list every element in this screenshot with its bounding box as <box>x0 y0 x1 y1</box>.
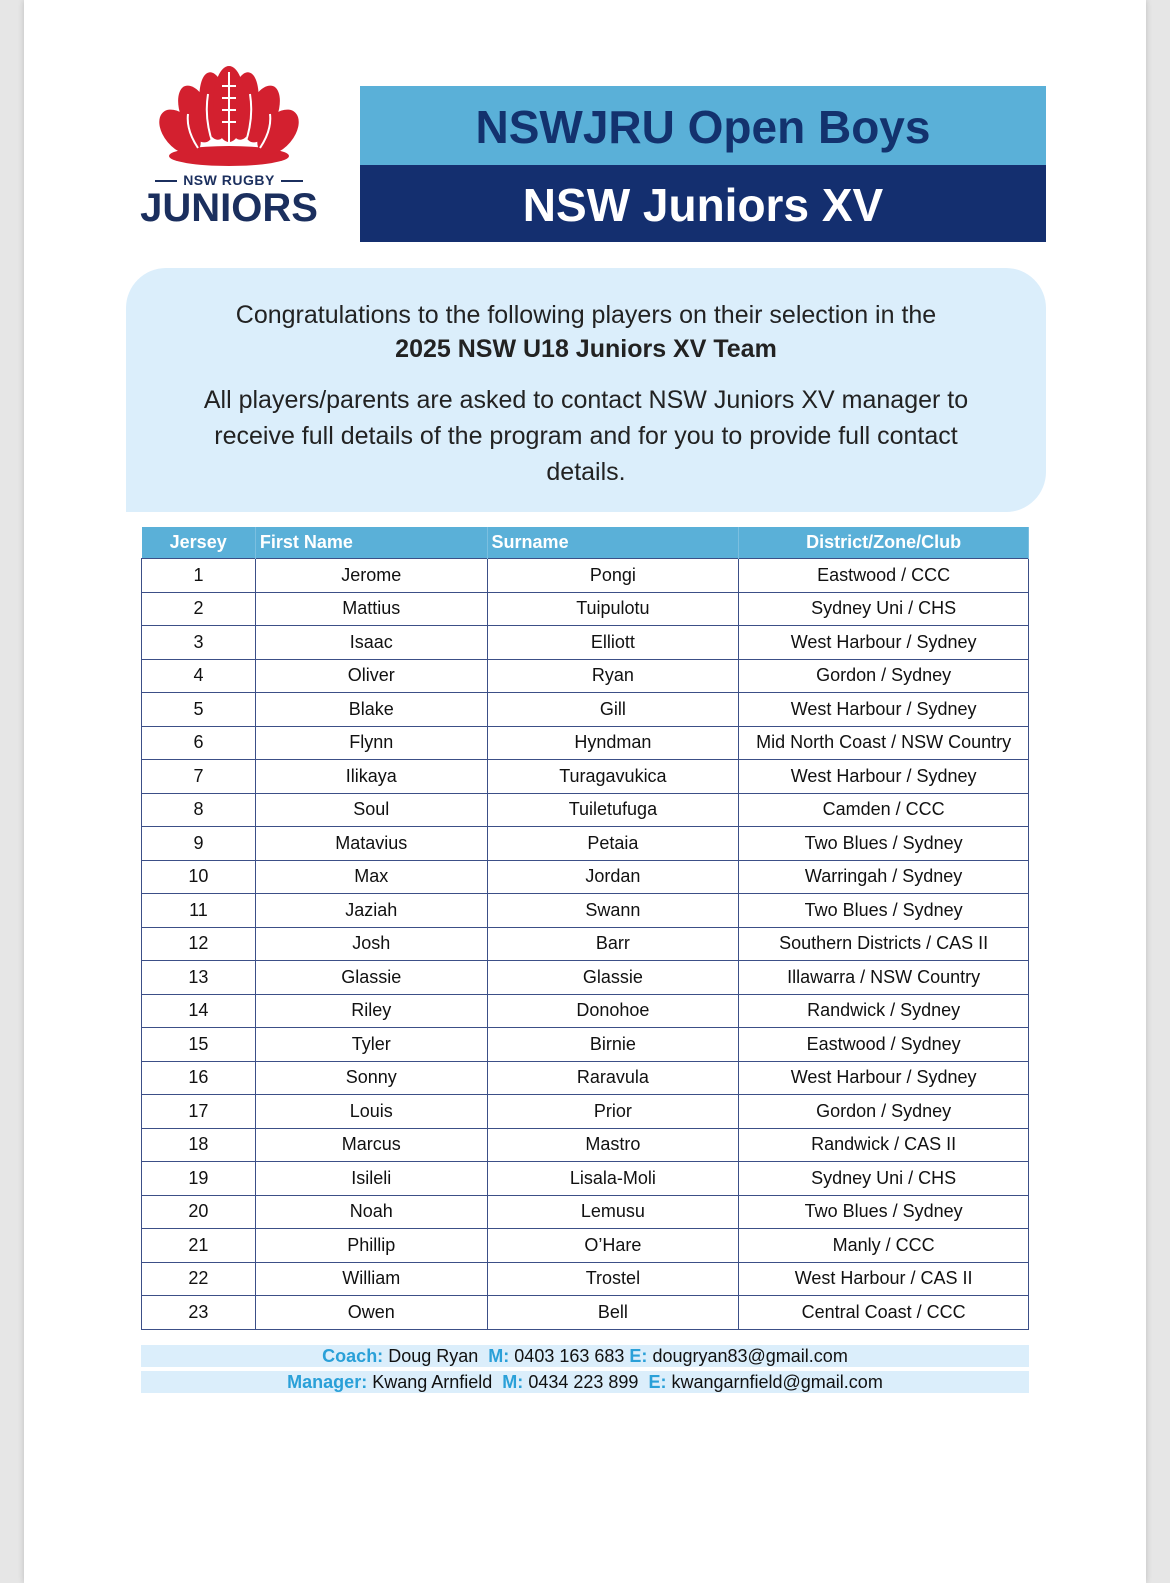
intro-panel <box>126 268 1046 512</box>
cell-first-name: Phillip <box>255 1229 487 1263</box>
manager-email-label: E: <box>648 1372 667 1392</box>
cell-district: Manly / CCC <box>739 1229 1029 1263</box>
cell-surname: Jordan <box>487 860 739 894</box>
waratah-flower-icon <box>158 64 300 166</box>
cell-first-name: Jaziah <box>255 894 487 928</box>
cell-first-name: Owen <box>255 1296 487 1330</box>
cell-first-name: William <box>255 1262 487 1296</box>
table-row <box>142 1061 1029 1095</box>
cell-surname: Hyndman <box>487 726 739 760</box>
cell-surname: Tuiletufuga <box>487 793 739 827</box>
contacts-section <box>141 1345 1029 1397</box>
cell-district: Randwick / CAS II <box>739 1128 1029 1162</box>
cell-district: Two Blues / Sydney <box>739 894 1029 928</box>
cell-first-name: Isileli <box>255 1162 487 1196</box>
table-row <box>142 1095 1029 1129</box>
cell-district: West Harbour / CAS II <box>739 1262 1029 1296</box>
cell-surname: Raravula <box>487 1061 739 1095</box>
intro-congratulations: Congratulations to the following players on their selection in the <box>235 301 937 329</box>
table-row <box>142 1028 1029 1062</box>
cell-jersey: 12 <box>142 927 256 961</box>
cell-surname: Trostel <box>487 1262 739 1296</box>
logo-title: JUNIORS <box>140 186 318 230</box>
cell-district: West Harbour / Sydney <box>739 1061 1029 1095</box>
table-row <box>142 1229 1029 1263</box>
cell-surname: Elliott <box>487 626 739 660</box>
cell-jersey: 19 <box>142 1162 256 1196</box>
logo-subtitle: NSW RUGBY <box>124 172 334 188</box>
cell-district: Randwick / Sydney <box>739 994 1029 1028</box>
cell-jersey: 23 <box>142 1296 256 1330</box>
cell-surname: Pongi <box>487 559 739 593</box>
cell-jersey: 8 <box>142 793 256 827</box>
cell-district: Two Blues / Sydney <box>739 827 1029 861</box>
cell-jersey: 2 <box>142 592 256 626</box>
manager-label: Manager: <box>287 1372 368 1392</box>
table-header-row <box>142 527 1029 559</box>
cell-first-name: Matavius <box>255 827 487 861</box>
cell-district: Camden / CCC <box>739 793 1029 827</box>
cell-first-name: Noah <box>255 1195 487 1229</box>
table-row <box>142 693 1029 727</box>
cell-jersey: 17 <box>142 1095 256 1129</box>
cell-surname: O’Hare <box>487 1229 739 1263</box>
cell-district: Sydney Uni / CHS <box>739 592 1029 626</box>
cell-surname: Birnie <box>487 1028 739 1062</box>
cell-district: Two Blues / Sydney <box>739 1195 1029 1229</box>
table-row <box>142 559 1029 593</box>
cell-jersey: 16 <box>142 1061 256 1095</box>
cell-surname: Swann <box>487 894 739 928</box>
cell-district: Mid North Coast / NSW Country <box>739 726 1029 760</box>
cell-jersey: 1 <box>142 559 256 593</box>
cell-district: Eastwood / CCC <box>739 559 1029 593</box>
cell-first-name: Riley <box>255 994 487 1028</box>
cell-jersey: 10 <box>142 860 256 894</box>
table-row <box>142 827 1029 861</box>
header-jersey: Jersey <box>142 527 256 559</box>
cell-jersey: 14 <box>142 994 256 1028</box>
header-district: District/Zone/Club <box>739 527 1029 559</box>
cell-jersey: 20 <box>142 1195 256 1229</box>
table-row <box>142 760 1029 794</box>
table-row <box>142 1296 1029 1330</box>
table-row <box>142 894 1029 928</box>
cell-surname: Donohoe <box>487 994 739 1028</box>
cell-surname: Lisala-Moli <box>487 1162 739 1196</box>
cell-first-name: Blake <box>255 693 487 727</box>
cell-district: Gordon / Sydney <box>739 659 1029 693</box>
manager-contact <box>141 1371 1029 1393</box>
cell-surname: Petaia <box>487 827 739 861</box>
cell-surname: Tuipulotu <box>487 592 739 626</box>
cell-surname: Barr <box>487 927 739 961</box>
coach-email-label: E: <box>629 1346 648 1366</box>
cell-district: Sydney Uni / CHS <box>739 1162 1029 1196</box>
intro-instructions: All players/parents are asked to contact NSW Juniors XV manager to receive full details of the program and for you to provide full contact details. <box>203 386 969 486</box>
cell-jersey: 11 <box>142 894 256 928</box>
cell-district: Gordon / Sydney <box>739 1095 1029 1129</box>
cell-jersey: 3 <box>142 626 256 660</box>
table-row <box>142 961 1029 995</box>
cell-first-name: Soul <box>255 793 487 827</box>
table-row <box>142 659 1029 693</box>
cell-first-name: Tyler <box>255 1028 487 1062</box>
cell-first-name: Josh <box>255 927 487 961</box>
coach-mobile: 0403 163 683 <box>514 1346 625 1366</box>
cell-jersey: 15 <box>142 1028 256 1062</box>
cell-first-name: Glassie <box>255 961 487 995</box>
manager-mobile: 0434 223 899 <box>528 1372 639 1392</box>
nsw-rugby-juniors-logo <box>124 64 334 234</box>
coach-contact <box>141 1345 1029 1367</box>
cell-district: Eastwood / Sydney <box>739 1028 1029 1062</box>
roster-body <box>142 559 1029 1330</box>
cell-first-name: Jerome <box>255 559 487 593</box>
cell-first-name: Oliver <box>255 659 487 693</box>
cell-first-name: Ilikaya <box>255 760 487 794</box>
coach-name: Doug Ryan <box>388 1346 479 1366</box>
cell-surname: Mastro <box>487 1128 739 1162</box>
coach-label: Coach: <box>322 1346 384 1366</box>
cell-district: Warringah / Sydney <box>739 860 1029 894</box>
cell-first-name: Sonny <box>255 1061 487 1095</box>
cell-jersey: 13 <box>142 961 256 995</box>
table-row <box>142 1128 1029 1162</box>
table-row <box>142 1195 1029 1229</box>
manager-email[interactable]: kwangarnfield@gmail.com <box>671 1372 883 1392</box>
banner-title: NSWJRU Open Boys <box>360 86 1046 165</box>
header-first-name: First Name <box>255 527 487 559</box>
cell-jersey: 22 <box>142 1262 256 1296</box>
cell-district: Central Coast / CCC <box>739 1296 1029 1330</box>
cell-district: Southern Districts / CAS II <box>739 927 1029 961</box>
cell-jersey: 4 <box>142 659 256 693</box>
table-row <box>142 927 1029 961</box>
cell-jersey: 7 <box>142 760 256 794</box>
roster-table <box>141 527 1029 1330</box>
cell-first-name: Mattius <box>255 592 487 626</box>
coach-email[interactable]: dougryan83@gmail.com <box>652 1346 848 1366</box>
intro-team-name: 2025 NSW U18 Juniors XV Team <box>395 335 777 363</box>
manager-name: Kwang Arnfield <box>372 1372 493 1392</box>
cell-district: West Harbour / Sydney <box>739 626 1029 660</box>
cell-surname: Prior <box>487 1095 739 1129</box>
table-row <box>142 793 1029 827</box>
table-row <box>142 592 1029 626</box>
document-page <box>24 0 1146 1583</box>
table-row <box>142 1262 1029 1296</box>
manager-mobile-label: M: <box>502 1372 524 1392</box>
cell-district: West Harbour / Sydney <box>739 760 1029 794</box>
table-row <box>142 626 1029 660</box>
cell-jersey: 6 <box>142 726 256 760</box>
cell-district: Illawarra / NSW Country <box>739 961 1029 995</box>
cell-first-name: Louis <box>255 1095 487 1129</box>
cell-surname: Glassie <box>487 961 739 995</box>
table-row <box>142 726 1029 760</box>
table-row <box>142 1162 1029 1196</box>
banner-subtitle: NSW Juniors XV <box>360 165 1046 242</box>
cell-jersey: 18 <box>142 1128 256 1162</box>
cell-jersey: 5 <box>142 693 256 727</box>
cell-first-name: Isaac <box>255 626 487 660</box>
coach-mobile-label: M: <box>488 1346 510 1366</box>
cell-surname: Gill <box>487 693 739 727</box>
cell-first-name: Marcus <box>255 1128 487 1162</box>
cell-surname: Ryan <box>487 659 739 693</box>
cell-first-name: Max <box>255 860 487 894</box>
table-row <box>142 994 1029 1028</box>
header-surname: Surname <box>487 527 739 559</box>
cell-surname: Turagavukica <box>487 760 739 794</box>
cell-jersey: 21 <box>142 1229 256 1263</box>
cell-first-name: Flynn <box>255 726 487 760</box>
cell-surname: Lemusu <box>487 1195 739 1229</box>
cell-district: West Harbour / Sydney <box>739 693 1029 727</box>
table-row <box>142 860 1029 894</box>
cell-surname: Bell <box>487 1296 739 1330</box>
cell-jersey: 9 <box>142 827 256 861</box>
